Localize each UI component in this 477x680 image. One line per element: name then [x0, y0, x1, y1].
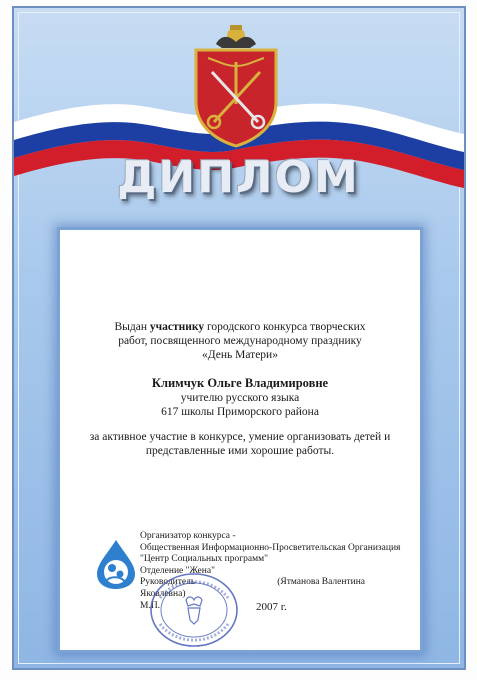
coat-of-arms-icon [190, 22, 282, 150]
diploma-title: ДИПЛОМ [117, 152, 360, 203]
organizer-label: Организатор конкурса - [140, 531, 236, 541]
recipient-name: Климчук Ольге Владимировне [151, 376, 329, 390]
seal-stamp-icon [148, 570, 240, 650]
intro-pre: Выдан [114, 321, 150, 333]
head-name: (Ятманова Валентина Яковлевна) [140, 577, 366, 599]
organizer-line3: Отделение "Жена" [140, 565, 215, 576]
mother-child-logo-icon [95, 538, 137, 590]
intro-line2: работ, посвященного международному празднику [118, 335, 362, 347]
merit-text [60, 430, 420, 458]
recipient-position: учителю русского языка [180, 392, 300, 404]
head-label: Руководитель [140, 577, 196, 588]
intro-bold: участнику [149, 321, 205, 333]
intro-line3: «День Матери» [202, 349, 278, 361]
organizer-line1: Общественная Информационно-Просветительская Организация [140, 542, 401, 553]
merit-line1: за активное участие в конкурсе, умение организовать детей и [89, 431, 391, 443]
intro-text [60, 320, 420, 362]
recipient-block [60, 376, 420, 419]
merit-line2: представленные ими хорошие работы. [145, 445, 335, 457]
organizer-line2: "Центр Социальных программ" [140, 554, 268, 565]
intro-post: городского конкурса творческих [204, 321, 366, 333]
issue-year: 2007 г. [256, 601, 287, 613]
recipient-school: 617 школы Приморского района [161, 406, 319, 418]
seal-label: М.П. [140, 600, 161, 611]
